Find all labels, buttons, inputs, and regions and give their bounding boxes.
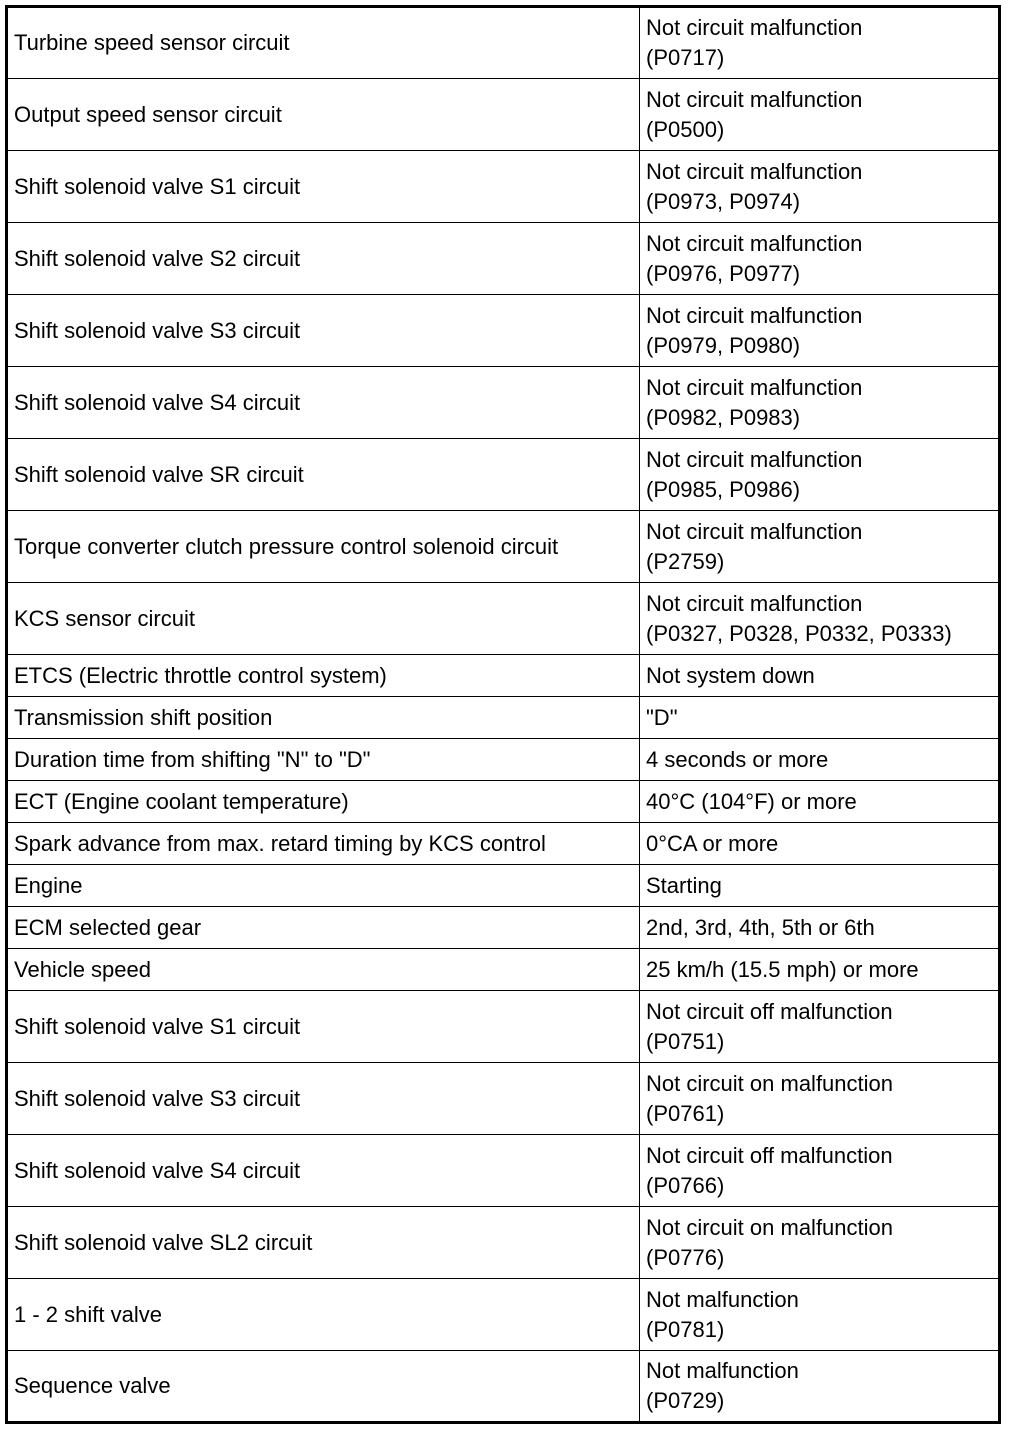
dtc-codes: (P0976, P0977) [646, 260, 801, 286]
table-row [7, 739, 1000, 781]
condition-cell [640, 1135, 1000, 1207]
dtc-codes: (P0766) [646, 1172, 725, 1198]
table-row [7, 7, 1000, 79]
condition-cell [640, 991, 1000, 1063]
item-cell: Shift solenoid valve S4 circuit [7, 1135, 640, 1207]
item-cell: Shift solenoid valve S3 circuit [7, 1063, 640, 1135]
condition-text: Not malfunction [646, 1358, 799, 1383]
condition-cell [640, 1279, 1000, 1351]
item-cell: Turbine speed sensor circuit [7, 7, 640, 79]
item-cell: Shift solenoid valve SL2 circuit [7, 1207, 640, 1279]
condition-cell [640, 367, 1000, 439]
table-row [7, 79, 1000, 151]
dtc-codes: (P0751) [646, 1028, 725, 1054]
condition-cell [640, 781, 1000, 823]
dtc-codes: (P0781) [646, 1316, 725, 1342]
table-row [7, 907, 1000, 949]
condition-text: 0°CA or more [646, 830, 779, 856]
conditions-table [5, 5, 1001, 1424]
item-cell: Transmission shift position [7, 697, 640, 739]
condition-text: Not circuit malfunction [646, 446, 863, 472]
condition-cell [640, 511, 1000, 583]
item-cell: ECM selected gear [7, 907, 640, 949]
condition-text: Starting [646, 872, 722, 898]
item-cell: ETCS (Electric throttle control system) [7, 655, 640, 697]
item-cell: Shift solenoid valve S3 circuit [7, 295, 640, 367]
dtc-codes: (P0979, P0980) [646, 332, 801, 358]
condition-cell [640, 1063, 1000, 1135]
table-row [7, 1207, 1000, 1279]
condition-text: 2nd, 3rd, 4th, 5th or 6th [646, 914, 875, 940]
condition-cell [640, 7, 1000, 79]
condition-cell [640, 223, 1000, 295]
table-row [7, 367, 1000, 439]
condition-cell [640, 583, 1000, 655]
condition-text: Not circuit malfunction [646, 230, 863, 256]
item-cell: Torque converter clutch pressure control solenoid circuit [7, 511, 640, 583]
dtc-codes: (P0729) [646, 1388, 725, 1413]
table-row [7, 697, 1000, 739]
condition-cell [640, 151, 1000, 223]
dtc-codes: (P0761) [646, 1100, 725, 1126]
condition-text: Not circuit malfunction [646, 518, 863, 544]
condition-cell [640, 295, 1000, 367]
condition-text: 40°C (104°F) or more [646, 788, 857, 814]
table-row [7, 949, 1000, 991]
condition-text: Not circuit on malfunction [646, 1070, 893, 1096]
condition-text: Not malfunction [646, 1286, 799, 1312]
condition-text: Not circuit malfunction [646, 158, 863, 184]
item-cell: Sequence valve [7, 1351, 640, 1423]
condition-cell [640, 697, 1000, 739]
table-row [7, 1351, 1000, 1423]
item-cell: Shift solenoid valve SR circuit [7, 439, 640, 511]
dtc-codes: (P0982, P0983) [646, 404, 801, 430]
item-cell: Shift solenoid valve S1 circuit [7, 151, 640, 223]
condition-text: Not circuit malfunction [646, 86, 863, 112]
item-cell: Engine [7, 865, 640, 907]
table-row [7, 439, 1000, 511]
condition-cell [640, 655, 1000, 697]
condition-cell [640, 1351, 1000, 1423]
item-cell: ECT (Engine coolant temperature) [7, 781, 640, 823]
condition-text: Not circuit off malfunction [646, 998, 893, 1024]
condition-cell [640, 865, 1000, 907]
item-cell: Vehicle speed [7, 949, 640, 991]
item-cell: Spark advance from max. retard timing by KCS control [7, 823, 640, 865]
condition-cell [640, 1207, 1000, 1279]
condition-text: Not circuit malfunction [646, 590, 863, 616]
condition-cell [640, 823, 1000, 865]
condition-text: "D" [646, 704, 678, 730]
condition-text: Not circuit on malfunction [646, 1214, 893, 1240]
condition-text: Not circuit malfunction [646, 15, 863, 40]
table-row [7, 1063, 1000, 1135]
condition-text: Not system down [646, 662, 815, 688]
dtc-codes: (P0500) [646, 116, 725, 142]
table-row [7, 151, 1000, 223]
table-row [7, 865, 1000, 907]
condition-cell [640, 439, 1000, 511]
item-cell: Duration time from shifting "N" to "D" [7, 739, 640, 781]
condition-text: 25 km/h (15.5 mph) or more [646, 956, 919, 982]
table-row [7, 655, 1000, 697]
table-row [7, 511, 1000, 583]
dtc-codes: (P0717) [646, 45, 725, 70]
table-row [7, 583, 1000, 655]
dtc-codes: (P0327, P0328, P0332, P0333) [646, 620, 952, 646]
dtc-codes: (P0985, P0986) [646, 476, 801, 502]
table-row [7, 823, 1000, 865]
condition-cell [640, 739, 1000, 781]
condition-cell [640, 949, 1000, 991]
table-row [7, 781, 1000, 823]
dtc-codes: (P2759) [646, 548, 725, 574]
table-row [7, 295, 1000, 367]
condition-text: 4 seconds or more [646, 746, 829, 772]
condition-text: Not circuit malfunction [646, 374, 863, 400]
table-row [7, 991, 1000, 1063]
item-cell: Output speed sensor circuit [7, 79, 640, 151]
table-body [7, 7, 1000, 1423]
item-cell: 1 - 2 shift valve [7, 1279, 640, 1351]
item-cell: KCS sensor circuit [7, 583, 640, 655]
condition-cell [640, 79, 1000, 151]
condition-text: Not circuit off malfunction [646, 1142, 893, 1168]
table-row [7, 1135, 1000, 1207]
dtc-codes: (P0776) [646, 1244, 725, 1270]
table-row [7, 1279, 1000, 1351]
table-row [7, 223, 1000, 295]
item-cell: Shift solenoid valve S4 circuit [7, 367, 640, 439]
item-cell: Shift solenoid valve S1 circuit [7, 991, 640, 1063]
dtc-codes: (P0973, P0974) [646, 188, 801, 214]
condition-text: Not circuit malfunction [646, 302, 863, 328]
condition-cell [640, 907, 1000, 949]
item-cell: Shift solenoid valve S2 circuit [7, 223, 640, 295]
